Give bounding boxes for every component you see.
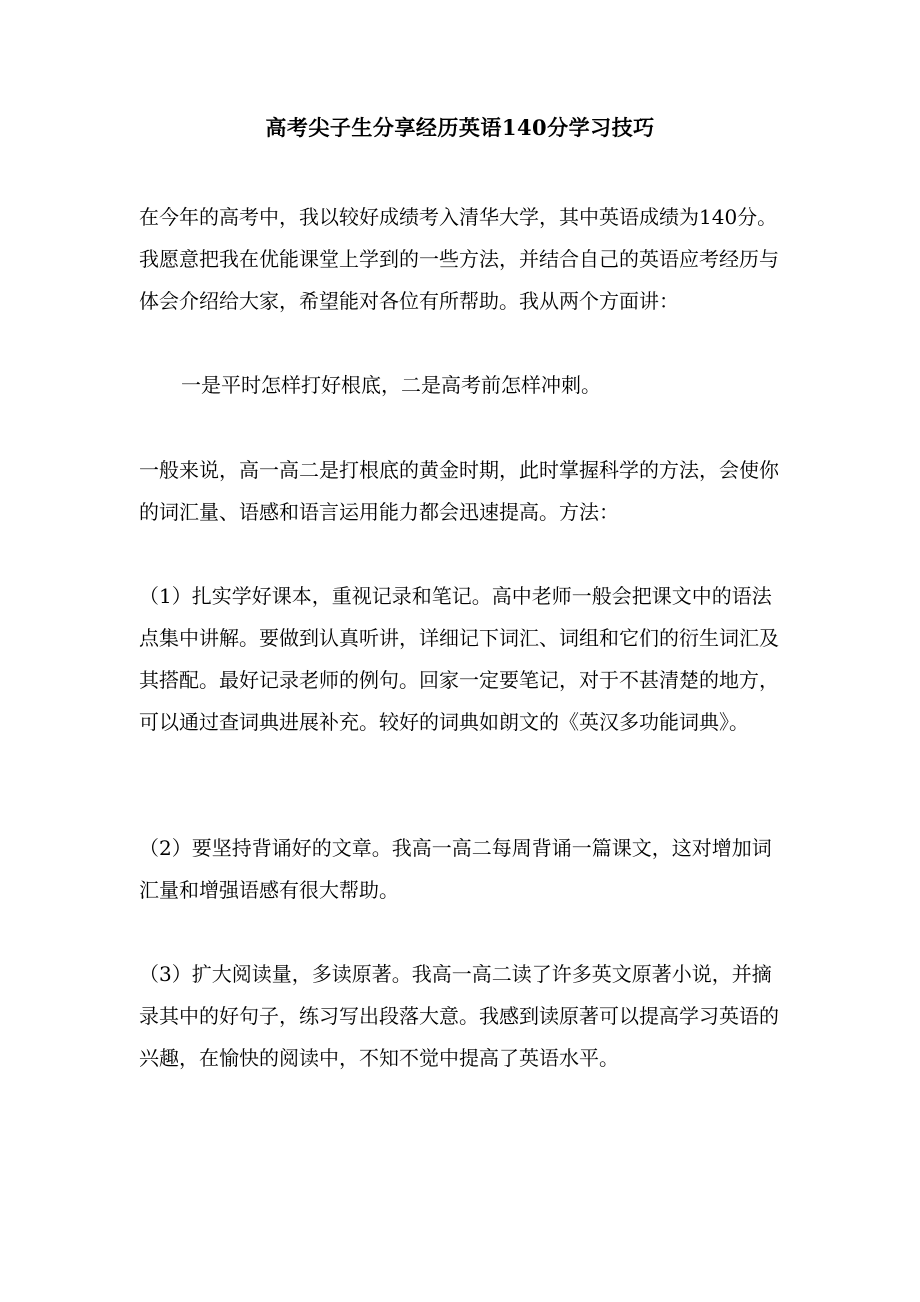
paragraph-two-aspects: 一是平时怎样打好根底，二是高考前怎样冲刺。 <box>181 373 601 397</box>
paragraph-method-1: （1）扎实学好课本，重视记录和笔记。高中老师一般会把课文中的语法点集中讲解。要做到认真听讲，详细记下词汇、词组和它们的衍生词汇及其搭配。最好记录老师的例句。回家一定要笔记，对于不甚清楚的地方，可以通过查词典进展补充。较好的词典如朗文的《英汉多功能词典》。 <box>139 584 779 734</box>
paragraph-method-3: （3）扩大阅读量，多读原著。我高一高二读了许多英文原著小说，并摘录其中的好句子，练习写出段落大意。我感到读原著可以提高学习英语的兴趣，在愉快的阅读中，不知不觉中提高了英语水平。 <box>139 962 779 1070</box>
paragraph-foundation: 一般来说，高一高二是打根底的黄金时期，此时掌握科学的方法，会使你的词汇量、语感和语言运用能力都会迅速提高。方法： <box>139 458 779 524</box>
paragraph-method-2: （2）要坚持背诵好的文章。我高一高二每周背诵一篇课文，这对增加词汇量和增强语感有很大帮助。 <box>139 836 772 902</box>
paragraph-intro: 在今年的高考中，我以较好成绩考入清华大学，其中英语成绩为140分。我愿意把我在优能课堂上学到的一些方法，并结合自己的英语应考经历与体会介绍给大家，希望能对各位有所帮助。我从两个方面讲： <box>139 205 779 313</box>
document-title: 高考尖子生分享经历英语140分学习技巧 <box>265 115 655 140</box>
